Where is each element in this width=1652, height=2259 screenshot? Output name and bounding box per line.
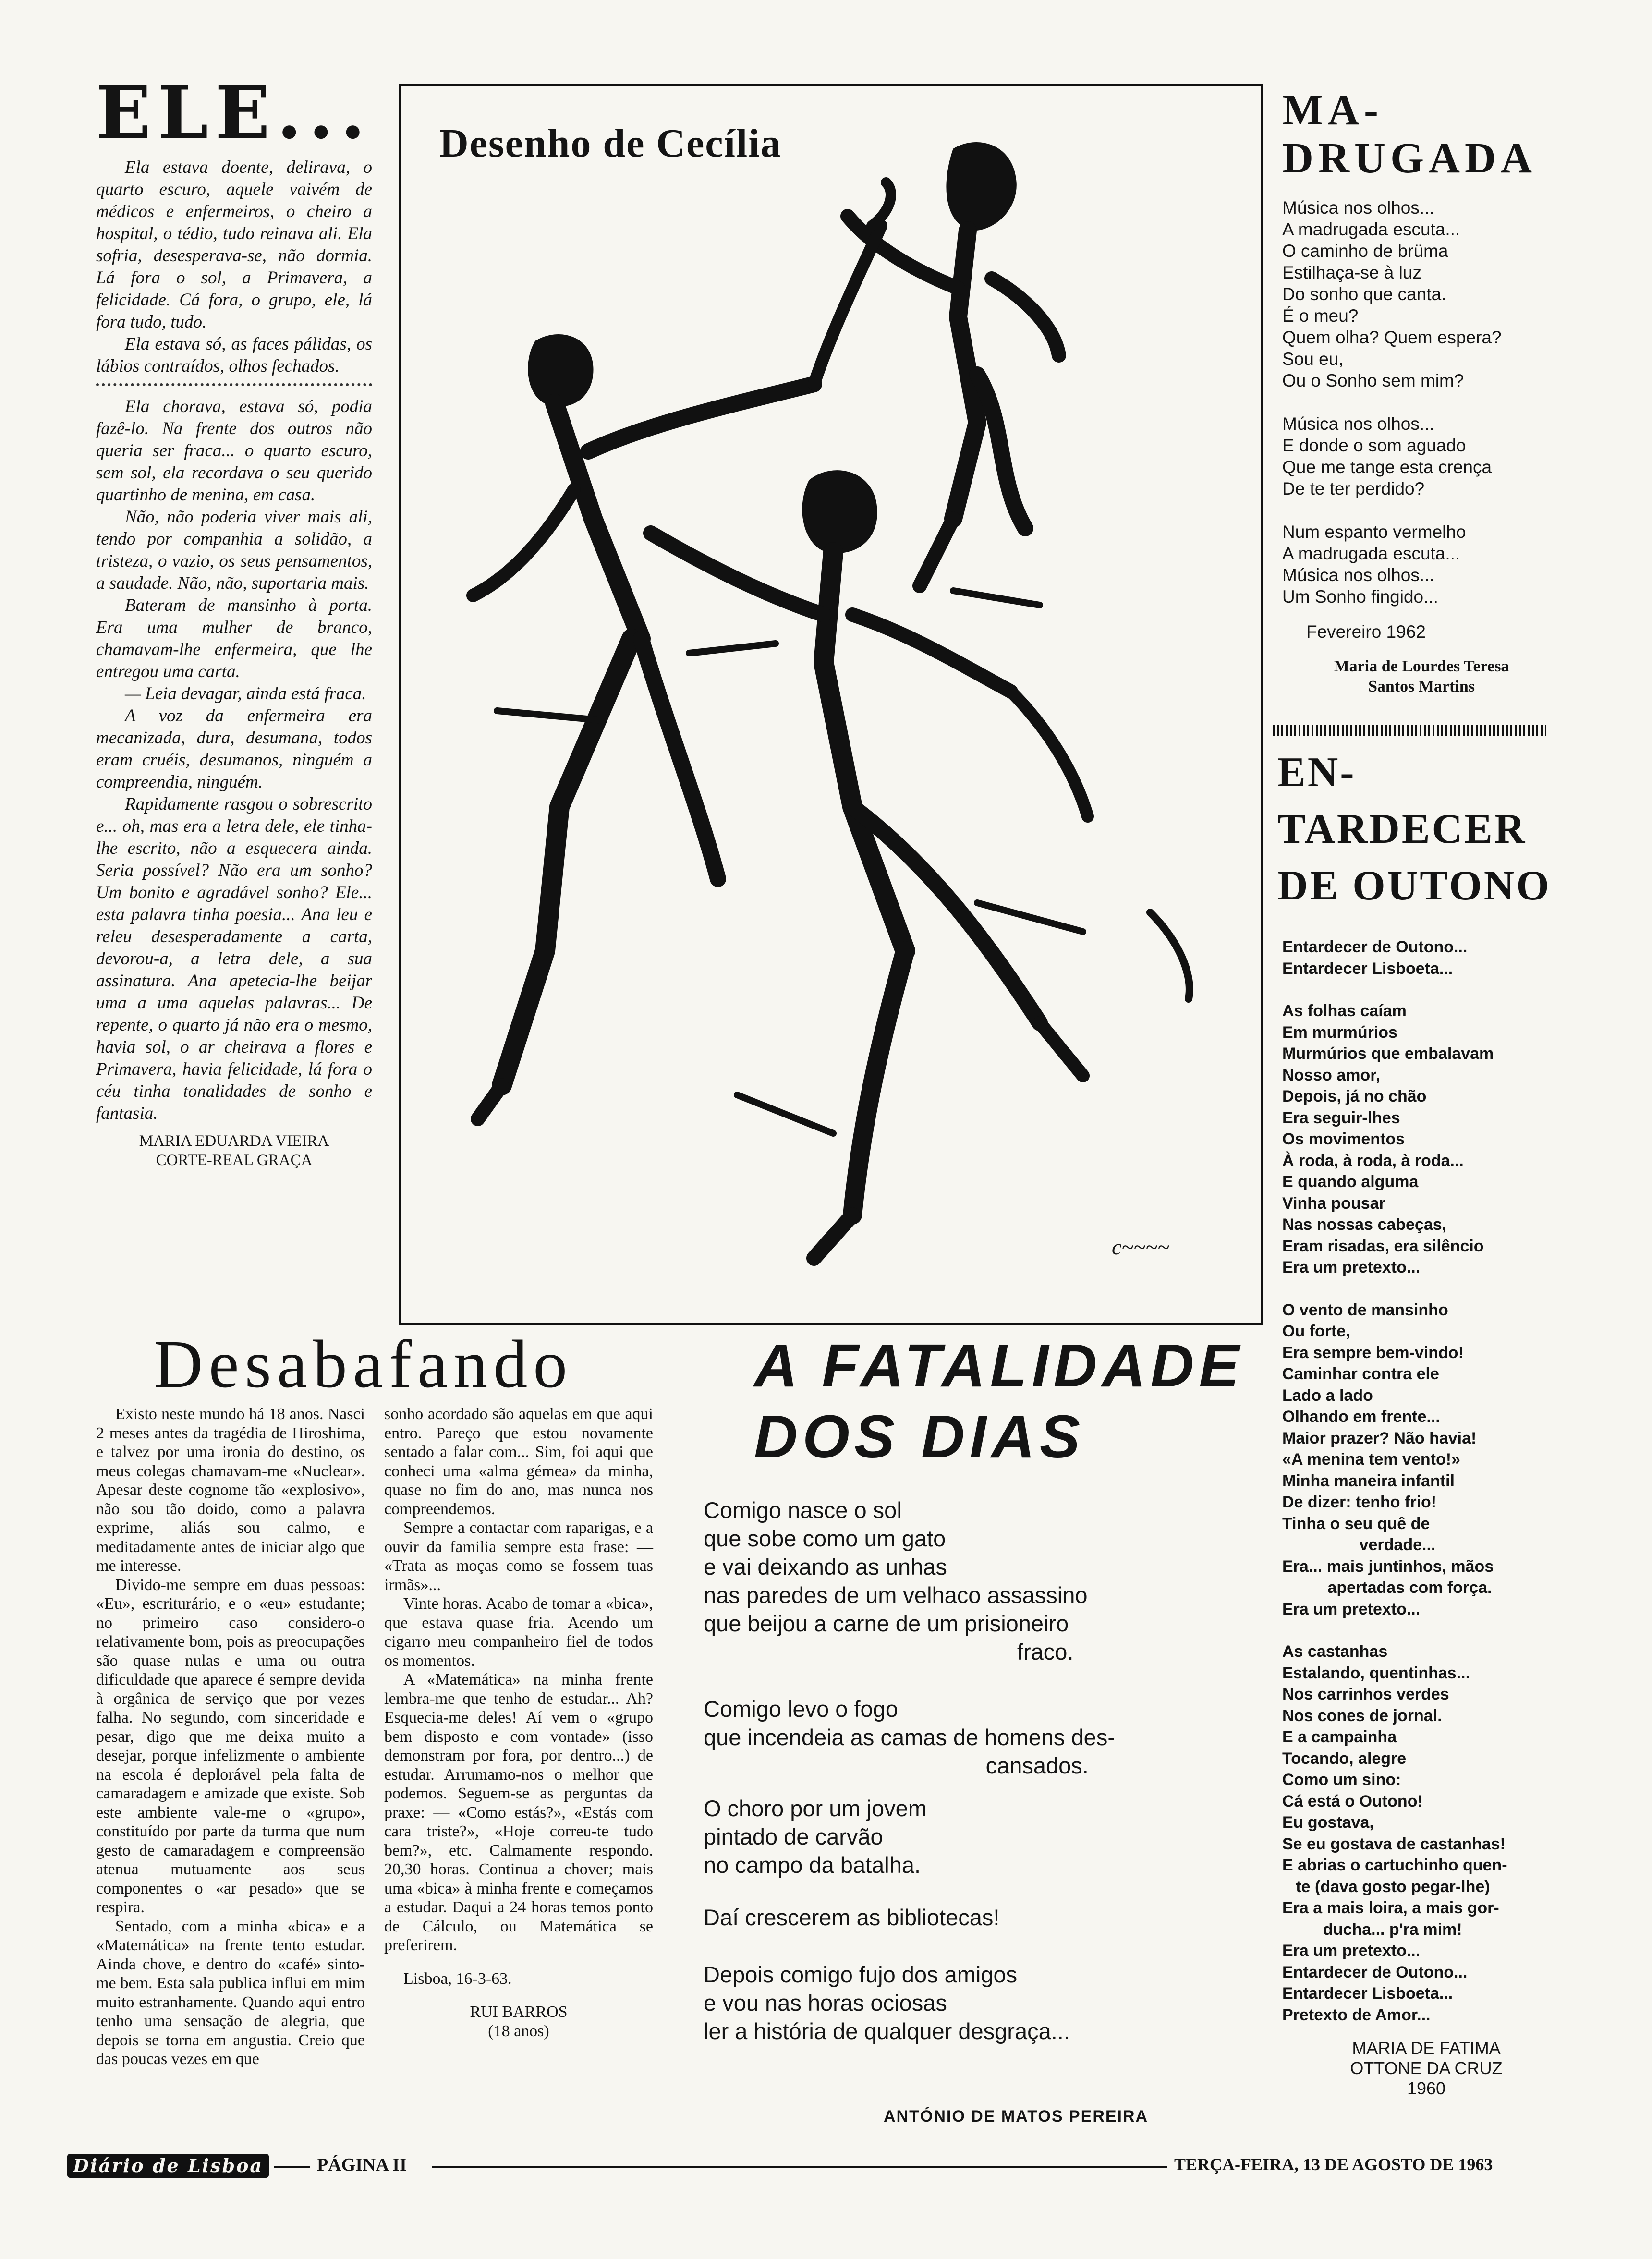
poem-line: que sobe como um gato <box>704 1526 946 1551</box>
poem-line: Comigo levo o fogo <box>704 1696 898 1722</box>
poem-line: As castanhas <box>1282 1642 1388 1661</box>
poem-line: Num espanto vermelho <box>1282 522 1466 542</box>
ele-paragraph: Rapidamente rasgou o sobrescrito e... oh, mas era a letra dele, ele tinha-lhe escrito, não a esquecera ainda. Seria possível? Não era um sonho? Um bonito e agradável sonho? Ele... esta palavra tinha poesia... Ana leu e releu desesperadamente a carta, devorou-a, a letra dele, a sua assinatura. Ana apetecia-lhe beijar uma a uma aquelas palavras... De repente, o quarto já não era o mesmo, havia sol, o ar cheirava a flores e Primavera, havia felicidade, lá fora o céu tinha tonalidades de sonho e fantasia. <box>96 794 372 1123</box>
poem-line: Maior prazer? Não havia! <box>1282 1429 1477 1447</box>
fatalidade-title-line: DOS DIAS <box>754 1403 1085 1470</box>
poem-line: Eram risadas, era silêncio <box>1282 1237 1484 1255</box>
footer-rule-left <box>274 2166 310 2168</box>
entardecer-year: 1960 <box>1407 2078 1446 2098</box>
ele-paragraph: A voz da enfermeira era mecanizada, dura, desumana, todos eram cruéis, desumanos, ninguém a compreendia, ninguém. <box>96 706 372 792</box>
madrugada-date: Fevereiro 1962 <box>1306 622 1426 642</box>
entardecer-author <box>1277 2038 1575 2099</box>
poem-line: Entardecer Lisboeta... <box>1282 1984 1453 2003</box>
desabafando-paragraph: Sentado, com a minha «bica» e a «Matemática» na frente tento estudar. Ainda chove, e dentro do «café» sinto-me bem. Esta sala publica influi em mim muito estranhamente. Quando aqui entro tenho uma sensação de alegria, que depois se torna em angustia. Creio que das poucas vezes em que <box>96 1917 365 2068</box>
madrugada-poem <box>1282 197 1561 607</box>
ele-author-line: MARIA EDUARDA VIEIRA <box>139 1132 329 1150</box>
poem-line: Era sempre bem-vindo! <box>1282 1343 1464 1362</box>
masthead-text: Diário de Lisboa <box>73 2155 264 2176</box>
footer-page: PÁGINA II <box>317 2155 407 2175</box>
ele-paragraph: Bateram de mansinho à porta. Era uma mulher de branco, chamavam-lhe enfermeira, que lhe entregou uma carta. <box>96 595 372 681</box>
poem-line: Sou eu, <box>1282 349 1344 369</box>
poem-line: Murmúrios que embalavam <box>1282 1044 1494 1063</box>
entardecer-title-line: EN- <box>1277 749 1356 796</box>
ele-article <box>96 71 372 1306</box>
poem-line: Pretexto de Amor... <box>1282 2005 1431 2024</box>
poem-line: Como um sino: <box>1282 1771 1401 1789</box>
poem-line: ler a história de qualquer desgraça... <box>704 2018 1070 2044</box>
poem-line: Música nos olhos... <box>1282 414 1434 434</box>
drawing-caption: Desenho de Cecília <box>439 121 782 166</box>
fatalidade-poem <box>704 1496 1222 2045</box>
poem-line: nas paredes de um velhaco assassino <box>704 1582 1088 1608</box>
poem-line: Nosso amor, <box>1282 1066 1381 1084</box>
ele-paragraph: Não, não poderia viver mais ali, tendo por companhia a solidão, a tristeza, o vazio, os seus pensamentos, a saudade. Não, não, suportaria mais. <box>96 507 372 593</box>
poem-line: Eu gostava, <box>1282 1813 1374 1832</box>
poem-line: É o meu? <box>1282 306 1359 326</box>
dancers-illustration <box>401 86 1261 1323</box>
fatalidade-title-line: A FATALIDADE <box>754 1332 1244 1399</box>
section-divider <box>1273 725 1546 736</box>
poem-line: Era um pretexto... <box>1282 1942 1421 1960</box>
ele-body <box>96 157 372 1125</box>
poem-line: e vou nas horas ociosas <box>704 1990 947 2016</box>
fatalidade-author: ANTÓNIO DE MATOS PEREIRA <box>884 2107 1149 2125</box>
poem-line: Daí crescerem as bibliotecas! <box>704 1905 1000 1930</box>
desabafando-column-1 <box>96 1405 365 2069</box>
poem-line: Depois, já no chão <box>1282 1087 1427 1105</box>
poem-line: Vinha pousar <box>1282 1194 1385 1213</box>
poem-line: O caminho de brüma <box>1282 241 1448 261</box>
poem-line: Caminhar contra ele <box>1282 1365 1439 1383</box>
poem-line: Era a mais loira, a mais gor- <box>1282 1899 1499 1917</box>
poem-line: Nos carrinhos verdes <box>1282 1685 1449 1703</box>
entardecer-article <box>1277 744 1575 2147</box>
poem-line: E abrias o cartuchinho quen- <box>1282 1856 1507 1874</box>
footer-date: TERÇA-FEIRA, 13 DE AGOSTO DE 1963 <box>1174 2155 1493 2174</box>
poem-line: Entardecer de Outono... <box>1282 1963 1468 1981</box>
poem-line: Lado a lado <box>1282 1386 1373 1405</box>
ele-author-line: CORTE-REAL GRAÇA <box>156 1152 313 1169</box>
poem-line: Música nos olhos... <box>1282 565 1434 585</box>
poem-line: Estilhaça-se à luz <box>1282 263 1421 282</box>
poem-line: Tocando, alegre <box>1282 1749 1407 1768</box>
poem-line: Que me tange esta crença <box>1282 457 1492 477</box>
poem-line: Um Sonho fingido... <box>1282 587 1438 607</box>
poem-line: De te ter perdido? <box>1282 479 1425 498</box>
ele-author <box>96 1131 372 1170</box>
drawing-frame <box>399 84 1263 1325</box>
poem-line: Entardecer Lisboeta... <box>1282 959 1453 978</box>
poem-line: no campo da batalha. <box>704 1852 921 1878</box>
poem-line: E a campainha <box>1282 1728 1397 1746</box>
poem-line: O choro por um jovem <box>704 1796 927 1821</box>
madrugada-author-line: Maria de Lourdes Teresa <box>1334 657 1509 675</box>
ele-paragraph: Ela estava doente, delirava, o quarto escuro, aquele vaivém de médicos e enfermeiros, o cheiro a hospital, o tédio, tudo reinava ali. Ela sofria, desesperava-se, não dormia. Lá fora o sol, a Primavera, a felicidade. Cá fora, o grupo, ele, lá fora tudo, tudo. <box>96 158 372 332</box>
poem-line: Entardecer de Outono... <box>1282 938 1468 956</box>
footer-rule-middle <box>432 2166 1167 2168</box>
desabafando-title: Desabafando <box>154 1326 573 1402</box>
desabafando-author-name: RUI BARROS <box>470 2003 568 2021</box>
madrugada-title-line: MA- <box>1282 86 1383 134</box>
poem-line: Era um pretexto... <box>1282 1258 1421 1276</box>
poem-line: Minha maneira infantil <box>1282 1471 1455 1490</box>
desabafando-author-age: (18 anos) <box>488 2022 549 2040</box>
poem-line: que beijou a carne de um prisioneiro <box>704 1611 1069 1636</box>
ele-paragraph: — Leia devagar, ainda está fraca. <box>125 684 366 704</box>
poem-line: Era um pretexto... <box>1282 1600 1421 1618</box>
fatalidade-title <box>754 1330 1258 1472</box>
poem-line: Cá está o Outono! <box>1282 1792 1423 1810</box>
poem-line: Nos cones de jornal. <box>1282 1706 1442 1725</box>
poem-line: Tinha o seu quê de <box>1282 1514 1430 1533</box>
entardecer-title-line: DE OUTONO <box>1277 862 1551 909</box>
desabafando-paragraph: sonho acordado são aquelas em que aqui entro. Pareço que estou novamente sentado a falar com... Sim, foi aqui que conheci uma «alma gémea» da minha, quase no fim do ano, mas nunca nos compreendemos. <box>384 1405 653 1518</box>
madrugada-title-line: DRUGADA <box>1282 134 1537 182</box>
entardecer-poem <box>1277 936 1575 2026</box>
poem-line: fraco. <box>704 1639 1074 1664</box>
poem-line: E quando alguma <box>1282 1173 1419 1191</box>
poem-line: As folhas caíam <box>1282 1002 1407 1020</box>
poem-line: Ou o Sonho sem mim? <box>1282 371 1464 390</box>
poem-line: pintado de carvão <box>704 1824 883 1849</box>
poem-line: Do sonho que canta. <box>1282 284 1446 304</box>
drawing-signature: c~~~~ <box>1112 1235 1169 1259</box>
desabafando-column-2 <box>384 1405 653 2040</box>
poem-line: Música nos olhos... <box>1282 198 1434 218</box>
madrugada-article <box>1282 86 1561 720</box>
poem-line: Era... mais juntinhos, mãos <box>1282 1557 1494 1576</box>
ele-paragraph: Ela estava só, as faces pálidas, os lábios contraídos, olhos fechados. <box>96 334 372 376</box>
poem-line: «A menina tem vento!» <box>1282 1450 1460 1469</box>
poem-line: ducha... p'ra mim! <box>1282 1920 1462 1939</box>
entardecer-title <box>1277 744 1575 914</box>
poem-line: cansados. <box>704 1753 1089 1778</box>
desabafando-paragraph: Vinte horas. Acabo de tomar a «bica», que estava quase fria. Acendo um cigarro meu companheiro fiel de todos os momentos. <box>384 1595 653 1670</box>
poem-line: Comigo nasce o sol <box>704 1497 902 1523</box>
madrugada-author-line: Santos Martins <box>1368 678 1475 695</box>
poem-line: À roda, à roda, à roda... <box>1282 1151 1464 1170</box>
poem-line: Em murmúrios <box>1282 1023 1397 1042</box>
masthead-logo <box>67 2154 269 2178</box>
poem-line: A madrugada escuta... <box>1282 219 1460 239</box>
entardecer-title-line: TARDECER <box>1277 806 1527 852</box>
poem-line: Nas nossas cabeças, <box>1282 1215 1447 1234</box>
poem-line: De dizer: tenho frio! <box>1282 1493 1437 1511</box>
poem-line: apertadas com força. <box>1282 1579 1492 1597</box>
poem-line: Era seguir-lhes <box>1282 1108 1400 1127</box>
poem-line: Se eu gostava de castanhas! <box>1282 1834 1506 1853</box>
poem-line: Os movimentos <box>1282 1130 1405 1148</box>
poem-line: te (dava gosto pegar-lhe) <box>1282 1877 1490 1896</box>
poem-line: Depois comigo fujo dos amigos <box>704 1962 1018 1987</box>
poem-line: Olhando em frente... <box>1282 1408 1440 1426</box>
madrugada-title <box>1282 86 1561 182</box>
entardecer-author-line: MARIA DE FATIMA <box>1352 2038 1501 2058</box>
poem-line: que incendeia as camas de homens des- <box>704 1725 1115 1750</box>
desabafando-place-date: Lisboa, 16-3-63. <box>403 1969 512 1988</box>
poem-line: e vai deixando as unhas <box>704 1554 947 1579</box>
entardecer-author-line: OTTONE DA CRUZ <box>1350 2058 1503 2078</box>
poem-line: Estalando, quentinhas... <box>1282 1664 1470 1682</box>
desabafando-author <box>384 2003 653 2040</box>
ele-title: ELE... <box>96 71 372 155</box>
poem-line: A madrugada escuta... <box>1282 544 1460 563</box>
desabafando-paragraph: Existo neste mundo há 18 anos. Nasci 2 meses antes da tragédia de Hiroshima, e talvez por uma ironia do destino, os meus colegas chamavam-me «Nuclear». Apesar deste cognome tão «explosivo», não sou tão doido, como a palavra exprime, aliás sou calmo, e meditadamente antes de iniciar algo que me interesse. <box>96 1405 365 1575</box>
madrugada-author <box>1282 656 1561 697</box>
poem-line: Quem olha? Quem espera? <box>1282 328 1502 347</box>
ele-paragraph: Ela chorava, estava só, podia fazê-lo. Na frente dos outros não queria ser fraca... o quarto escuro, sem sol, ela recordava o seu querido quartinho de menina, em casa. <box>96 397 372 505</box>
poem-line: E donde o som aguado <box>1282 436 1466 455</box>
desabafando-paragraph: A «Matemática» na minha frente lembra-me que tenho de estudar... Ah? Esquecia-me deles! Aí vem o «grupo bem disposto e com vontade» (isso demonstram por fora, por dentro...) de estudar. Arrumamo-nos o melhor que podemos. Seguem-se as perguntas da praxe: — «Como estás?», «Estás com cara triste?», «Hoje correu-te tudo bem?», etc. Calmamente respondo. 20,30 horas. Continua a chover; mais uma «bica» à minha frente e começamos a estudar. Daqui a 24 horas temos ponto de Cálculo, ou Matemática se preferirem. <box>384 1671 653 1954</box>
poem-line: Ou forte, <box>1282 1322 1350 1340</box>
desabafando-paragraph: Sempre a contactar com raparigas, e a ouvir da familia sempre esta frase: — «Trata as moças como se fossem tuas irmãs»... <box>384 1519 653 1594</box>
ele-divider <box>96 383 372 386</box>
poem-line: verdade... <box>1282 1536 1436 1554</box>
desabafando-paragraph: Divido-me sempre em duas pessoas: «Eu», escriturário, e o «eu» estudante; no primeiro caso considero-o relativamente bom, pois as preocupações são quase nulas e uma ou outra dificuldade que aparece é sempre devida à orgânica de serviço que por vezes falha. No segundo, com sinceridade e pesar, digo que me deixa muito a desejar, porque infelizmente o ambiente na escola é deplorável pela falta de camaradagem e amizade que existe. Sob este ambiente vale-me o «grupo», constituído por parte da turma que num gesto de camaradagem e compreensão atenua mutuamente aos seus componentes o «ar pesado» que se respira. <box>96 1576 365 1916</box>
poem-line: O vento de mansinho <box>1282 1300 1448 1319</box>
